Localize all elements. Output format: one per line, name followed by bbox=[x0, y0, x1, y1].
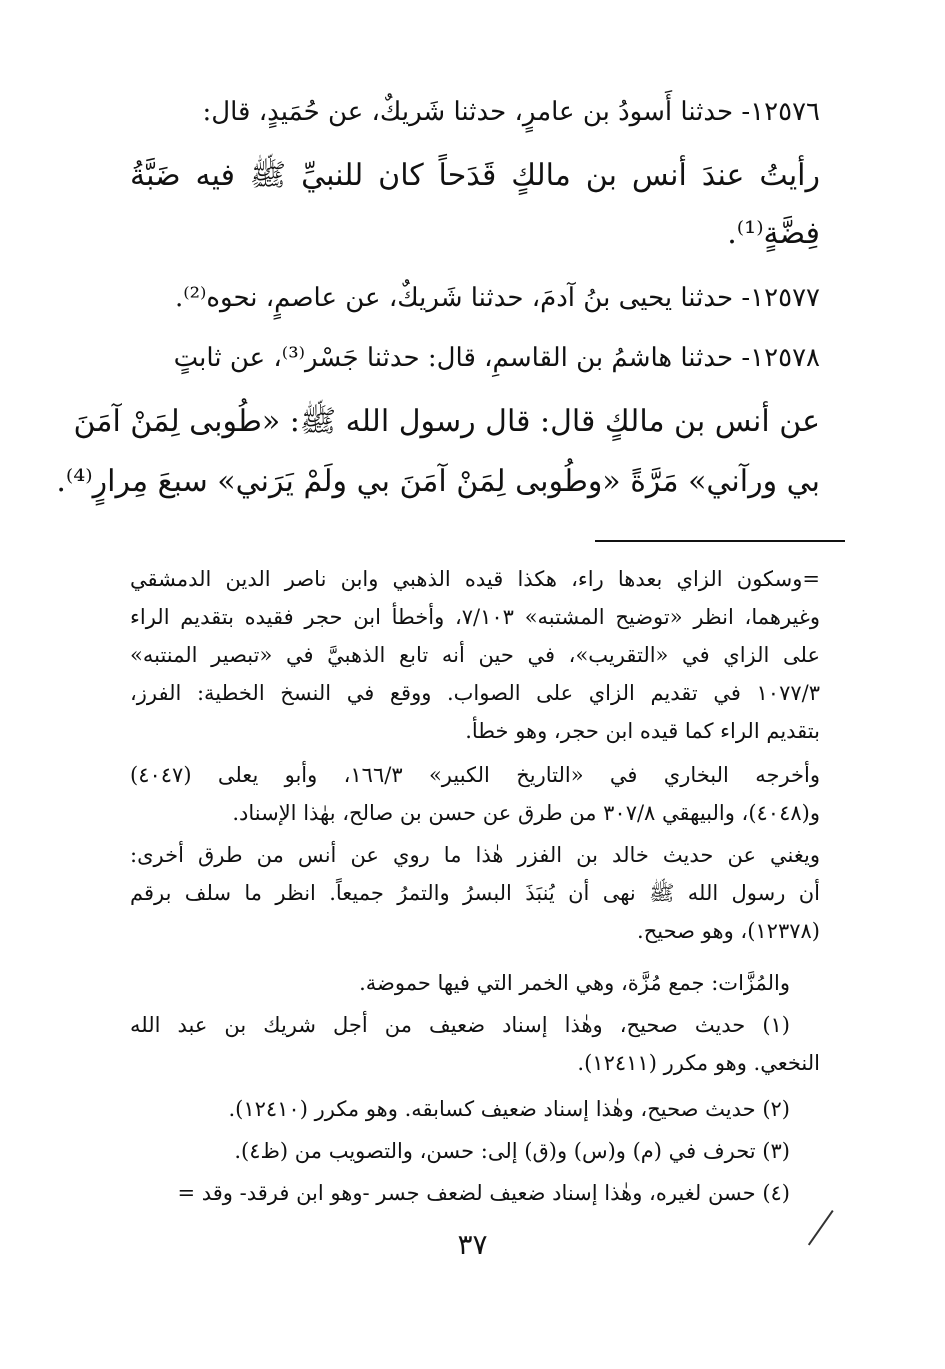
footnote-line: و(٤٠٤٨)، والبيهقي ٣٠٧/٨ من طرق عن حسن بن صالح، بهٰذا الإسناد. bbox=[232, 801, 820, 825]
footnote-2: (٢) حديث صحيح، وهٰذا إسناد ضعيف كسابقه. وهو مكرر (١٢٤١٠). bbox=[228, 1097, 790, 1121]
footnote-line: على الزاي في «التقريب»، في حين أنه تابع الذهبيَّ في «تبصير المنتبه» bbox=[130, 643, 820, 667]
footnote-1-cont: النخعي. وهو مكرر (١٢٤١١). bbox=[577, 1051, 820, 1075]
hadith-12576-text: رأيتُ عندَ أنس بن مالكٍ قَدَحاً كان للنبيِّ ﷺ فيه ضَبَّةُ bbox=[130, 158, 820, 193]
footnote-line: وأخرجه البخاري في «التاريخ الكبير» ١٦٦/٣، وأبو يعلى (٤٠٤٧) bbox=[130, 763, 820, 787]
footnote-line: وغيرهما، انظر «توضيح المشتبه» ٧/١٠٣، وأخطأ ابن حجر فقيده بتقديم الراء bbox=[130, 605, 820, 629]
footnote-separator bbox=[595, 540, 845, 542]
hadith-12576-header: ١٢٥٧٦- حدثنا أَسودُ بن عامرٍ، حدثنا شَريكٌ، عن حُمَيدٍ، قال: bbox=[202, 97, 820, 127]
footnote-line: والمُزَّات: جمع مُزَّة، وهي الخمر التي فيها حموضة. bbox=[359, 971, 790, 995]
hadith-12578-header: ١٢٥٧٨- حدثنا هاشمُ بن القاسمِ، قال: حدثنا جَسْر⁽³⁾، عن ثابتٍ bbox=[173, 343, 820, 373]
footnote-line: (١٢٣٧٨)، وهو صحيح. bbox=[637, 919, 820, 943]
footnote-line: أن رسول الله ﷺ نهى أن يُنبَذَ البسرُ والتمرُ جميعاً. انظر ما سلف برقم bbox=[130, 881, 820, 905]
hadith-12578-end: بي ورآني» مَرَّةً «وطُوبى لِمَنْ آمَنَ بي ولَمْ يَرَني» سبعَ مِرارٍ⁽⁴⁾. bbox=[56, 464, 820, 499]
footnote-line: بتقديم الراء كما قيده ابن حجر، وهو خطأ. bbox=[465, 719, 820, 743]
footnote-4: (٤) حسن لغيره، وهٰذا إسناد ضعيف لضعف جسر -وهو ابن فرقد- وقد = bbox=[177, 1181, 790, 1205]
hadith-12577: ١٢٥٧٧- حدثنا يحيى بنُ آدمَ، حدثنا شَريكٌ، عن عاصمٍ، نحوه⁽²⁾. bbox=[174, 283, 820, 313]
hadith-12576-end: فِضَّةٍ⁽¹⁾. bbox=[727, 216, 820, 251]
footnote-line: ويغني عن حديث خالد بن الفزر هٰذا ما روي عن أنس من طرق أخرى: bbox=[130, 843, 820, 867]
footnote-3: (٣) تحرف في (م) و(س) و(ق) إلى: حسن، والتصويب من (ظ٤). bbox=[234, 1139, 790, 1163]
footnote-line: =وسكون الزاي بعدها راء، هكذا قيده الذهبي وابن ناصر الدين الدمشقي bbox=[130, 567, 820, 591]
footnote-1: (١) حديث صحيح، وهٰذا إسناد ضعيف من أجل شريك بن عبد الله bbox=[130, 1013, 790, 1037]
hadith-12578-text: عن أنس بن مالكٍ قال: قال رسول الله ﷺ: «طُوبى لِمَنْ آمَنَ bbox=[73, 404, 820, 439]
footnote-line: ١٠٧٧/٣ في تقديم الزاي على الصواب. ووقع في النسخ الخطية: الفرز، bbox=[130, 681, 820, 705]
page-number: ٣٧ bbox=[457, 1228, 488, 1261]
